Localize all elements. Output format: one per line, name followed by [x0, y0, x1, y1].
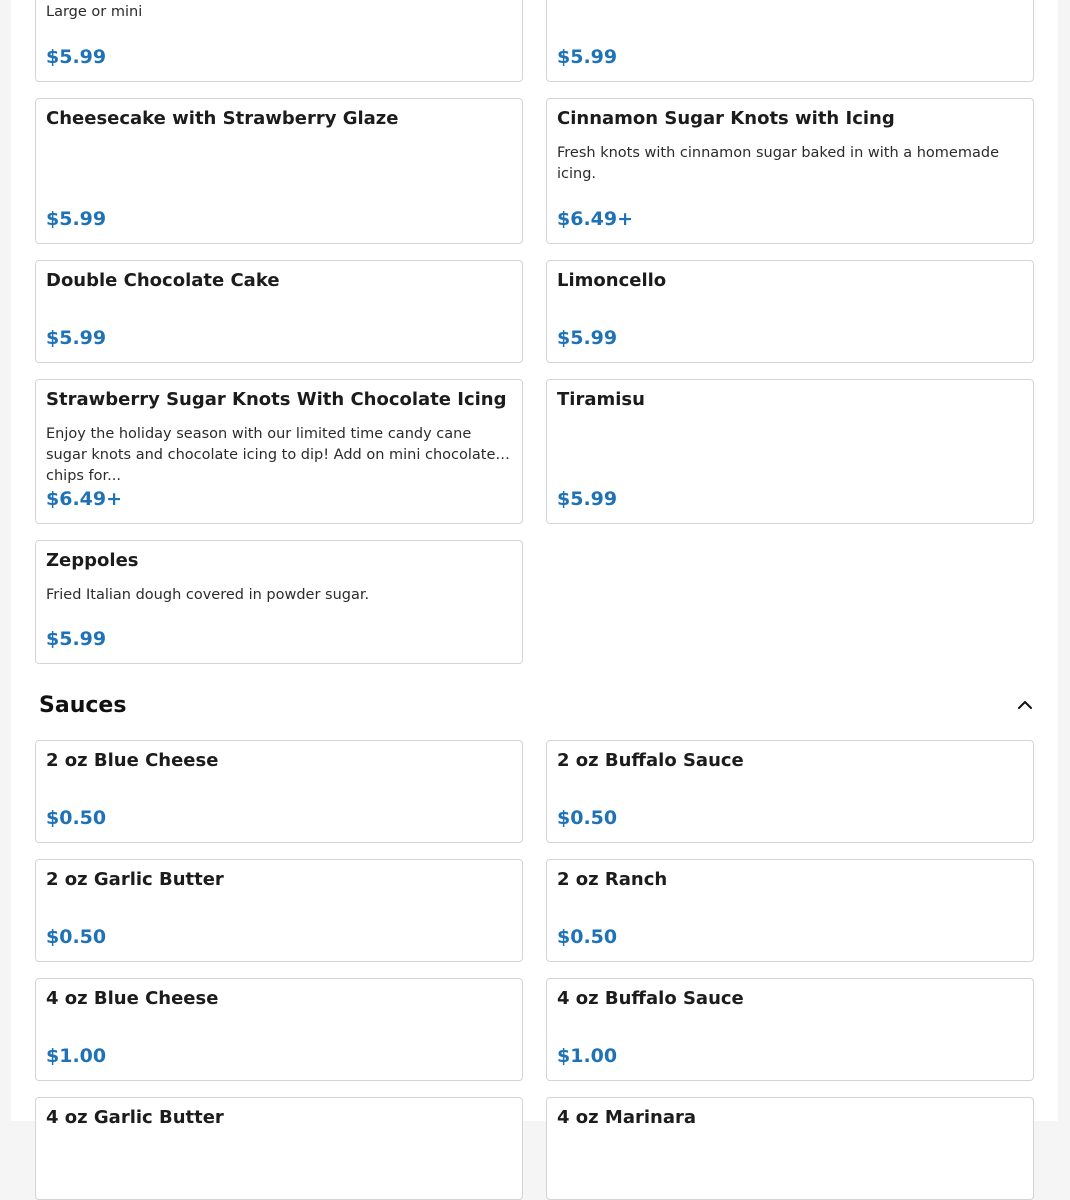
item-price: $5.99: [46, 208, 107, 230]
menu-item-card[interactable]: [546, 379, 1034, 524]
menu-item-card[interactable]: [546, 98, 1034, 244]
item-price: $5.99: [46, 46, 107, 68]
item-name: 4 oz Garlic Butter: [46, 1107, 224, 1128]
item-name: Strawberry Sugar Knots With Chocolate Icing: [46, 389, 507, 410]
chevron-up-icon[interactable]: [1015, 695, 1035, 715]
item-name: 4 oz Blue Cheese: [46, 988, 219, 1009]
menu-item-card[interactable]: [546, 859, 1034, 962]
item-price: $0.50: [557, 926, 618, 948]
item-name: 2 oz Garlic Butter: [46, 869, 224, 890]
menu-item-card[interactable]: [35, 98, 523, 244]
menu-item-card[interactable]: [546, 260, 1034, 363]
item-name: Cinnamon Sugar Knots with Icing: [557, 108, 895, 129]
item-price: $6.49+: [46, 488, 123, 510]
menu-item-card[interactable]: [546, 740, 1034, 843]
menu-item-card[interactable]: [35, 740, 523, 843]
item-name: 2 oz Buffalo Sauce: [557, 750, 744, 771]
item-name: 2 oz Ranch: [557, 869, 668, 890]
item-name: Cheesecake with Strawberry Glaze: [46, 108, 399, 129]
item-name: 4 oz Buffalo Sauce: [557, 988, 744, 1009]
menu-item-card[interactable]: [35, 260, 523, 363]
menu-page: [11, 0, 1058, 1128]
item-price: $1.00: [46, 1045, 107, 1067]
menu-item-card[interactable]: [35, 978, 523, 1081]
item-price: $5.99: [557, 327, 618, 349]
desserts-grid: [35, 0, 1034, 664]
menu-item-card[interactable]: [35, 0, 523, 82]
item-price: $0.50: [557, 807, 618, 829]
item-name: Zeppoles: [46, 550, 139, 571]
item-description: Fresh knots with cinnamon sugar baked in with a homemade icing.: [557, 145, 999, 182]
sauces-section-header[interactable]: [39, 688, 1035, 722]
menu-item-card[interactable]: [35, 1097, 523, 1200]
item-description: Enjoy the holiday season with our limited time candy cane sugar knots and chocolate icing to dip! Add on mini chocolate chips for...: [46, 426, 496, 484]
item-name: Limoncello: [557, 270, 667, 291]
item-description: Large or mini: [46, 4, 143, 20]
item-price: $6.49+: [557, 208, 634, 230]
item-price: $1.00: [557, 1045, 618, 1067]
menu-item-card[interactable]: [546, 0, 1034, 82]
sauces-grid: [35, 740, 1034, 1200]
item-price: $5.99: [557, 46, 618, 68]
section-title: Sauces: [39, 692, 127, 718]
menu-item-card[interactable]: [35, 379, 523, 524]
item-price: $5.99: [557, 488, 618, 510]
item-name: Double Chocolate Cake: [46, 270, 280, 291]
item-price: $5.99: [46, 327, 107, 349]
item-name: 2 oz Blue Cheese: [46, 750, 219, 771]
menu-item-card[interactable]: [546, 1097, 1034, 1200]
item-description: Fried Italian dough covered in powder sugar.: [46, 587, 370, 603]
item-price: $5.99: [46, 628, 107, 650]
menu-item-card[interactable]: [35, 859, 523, 962]
item-name: 4 oz Marinara: [557, 1107, 696, 1128]
menu-item-card[interactable]: [35, 540, 523, 664]
item-price: $0.50: [46, 926, 107, 948]
item-price: $0.50: [46, 807, 107, 829]
item-name: Tiramisu: [557, 389, 645, 410]
menu-item-card[interactable]: [546, 978, 1034, 1081]
